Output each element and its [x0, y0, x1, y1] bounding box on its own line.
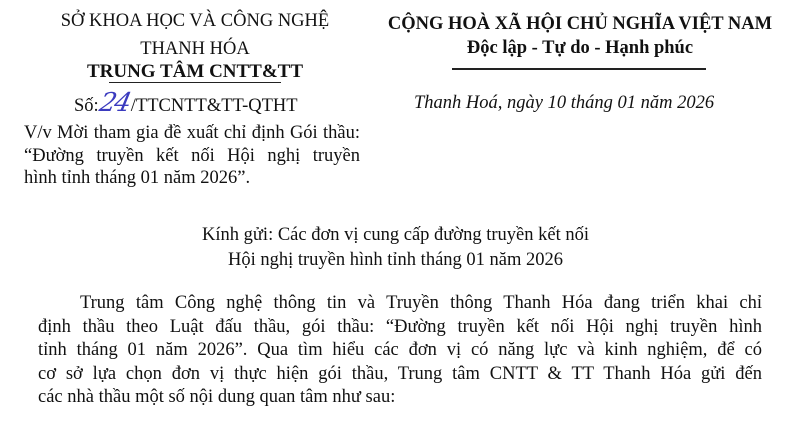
handwritten-number: 24: [96, 88, 132, 118]
doc-number-prefix: Số:: [74, 96, 99, 116]
issuing-agency-header: [30, 4, 360, 84]
doc-number-suffix: /TTCNTT&TT-QTHT: [130, 96, 298, 116]
parent-agency-line-2: THANH HÓA: [140, 39, 250, 59]
place-and-date: Thanh Hoá, ngày 10 tháng 01 năm 2026: [414, 93, 715, 113]
body-line: cơ sở lựa chọn đơn vị thực hiện gói thầu, Trung tâm CNTT & TT Thanh Hóa gửi đến: [38, 363, 762, 384]
body-line: tỉnh tháng 01 năm 2026”. Qua tìm hiểu các đơn vị có năng lực và kinh nghiệm, để có: [38, 340, 762, 360]
issuing-org-name: TRUNG TÂM CNTT&TT: [86, 61, 304, 82]
national-title: CỘNG HOÀ XÃ HỘI CHỦ NGHĨA VIỆT NAM: [387, 14, 773, 34]
national-header: [380, 6, 780, 60]
parent-agency-line-1: SỞ KHOA HỌC VÀ CÔNG NGHỆ: [60, 11, 330, 31]
subject-line: “Đường truyền kết nối Hội nghị truyền: [24, 145, 360, 166]
subject-line: hình tỉnh tháng 01 năm 2026”.: [24, 168, 251, 188]
document-number: [74, 90, 298, 119]
recipient-line-1: Kính gửi: Các đơn vị cung cấp đường truyền kết nối: [202, 225, 589, 245]
body-line: Trung tâm Công nghệ thông tin và Truyền thông Thanh Hóa đang triển khai chỉ: [80, 293, 762, 313]
body-line: định thầu theo Luật đấu thầu, gói thầu: “Đường truyền kết nối Hội nghị truyền hình: [38, 316, 762, 337]
recipient-block: [0, 223, 791, 273]
national-motto: Độc lập - Tự do - Hạnh phúc: [466, 38, 694, 58]
org-name-underline: [109, 82, 281, 84]
motto-underline: [452, 68, 706, 70]
subject-summary: [24, 122, 360, 190]
body-line: các nhà thầu một số nội dung quan tâm như sau:: [38, 387, 396, 407]
body-paragraph: [38, 292, 762, 410]
recipient-line-2: Hội nghị truyền hình tỉnh tháng 01 năm 2026: [227, 250, 564, 270]
subject-line: V/v Mời tham gia đề xuất chỉ định Gói thầu:: [24, 123, 360, 143]
